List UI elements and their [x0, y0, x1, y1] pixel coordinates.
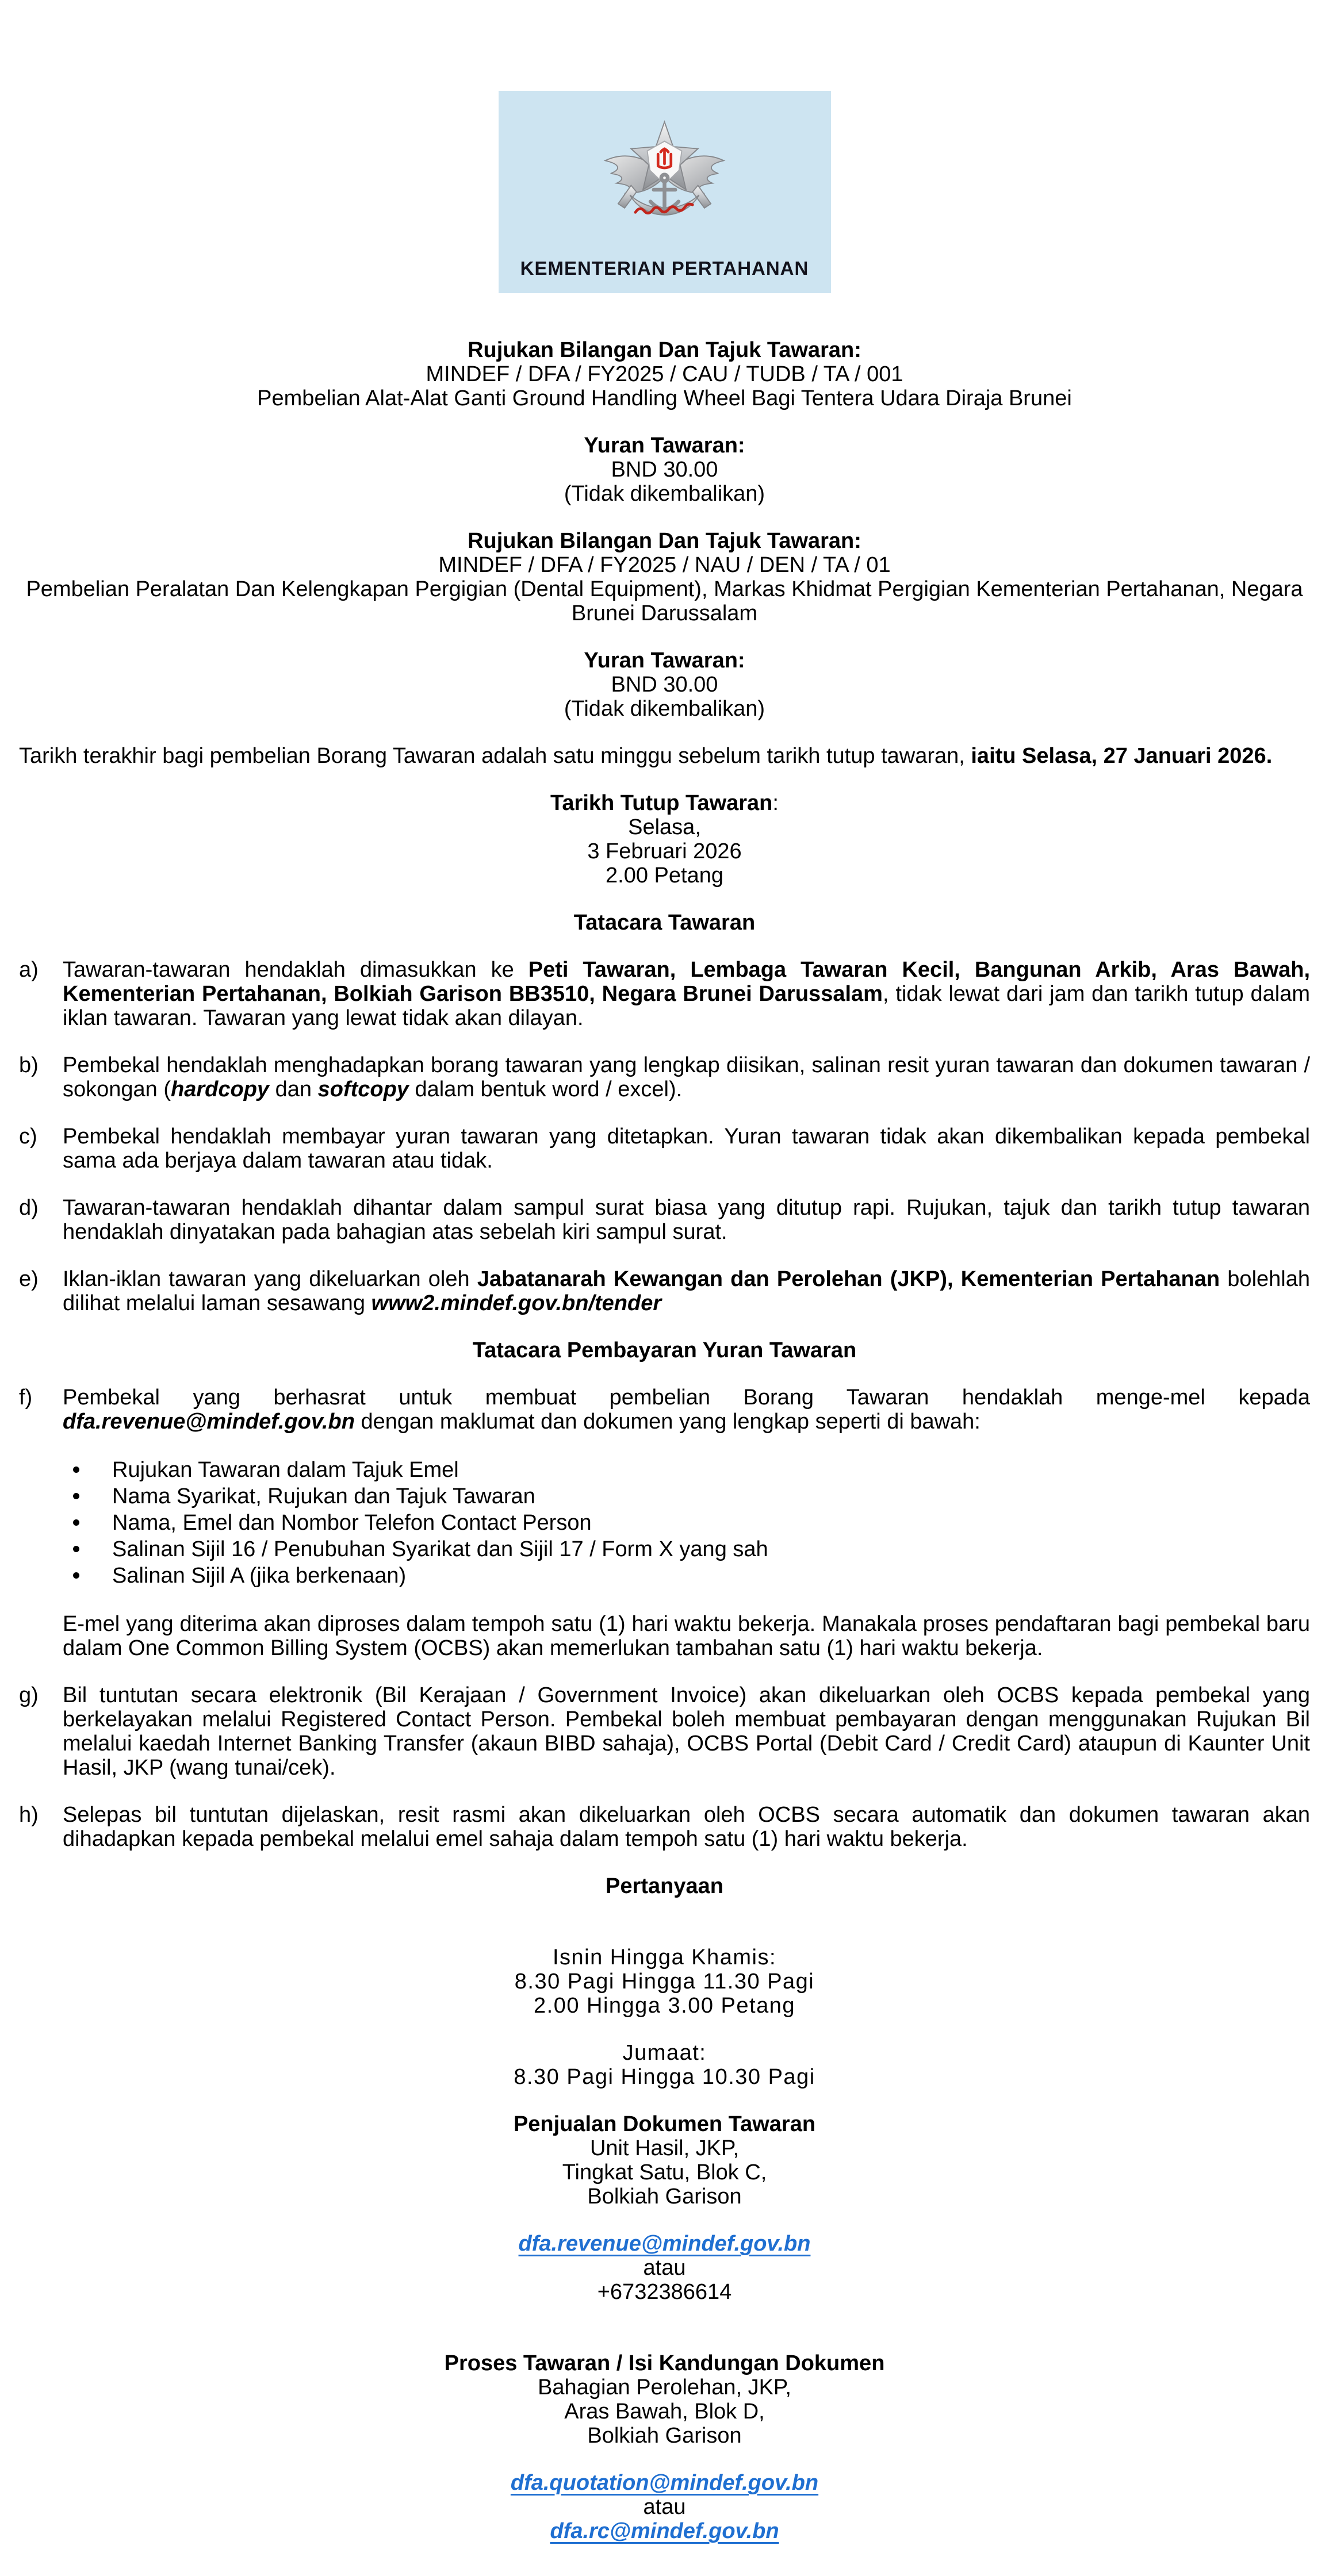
item-f-segment: Pembekal yang berhasrat untuk membuat pembelian Borang Tawaran hendaklah menge-mel kepada — [63, 1385, 1310, 1410]
item-h-segment: Selepas bil tuntutan dijelaskan, resit rasmi akan dikeluarkan oleh OCBS secara automatik dan dokumen tawaran akan dihadapkan kepada pembekal melalui emel sahaja dalam tempoh satu (1) hari waktu bekerja. — [63, 1803, 1310, 1851]
item-g — [19, 1683, 1310, 1780]
bullet-sijil-16-17 — [19, 1536, 1310, 1563]
spacer — [19, 1780, 1310, 1803]
spacer — [19, 2089, 1310, 2112]
item-a-segment: Peti Tawaran, Lembaga Tawaran Kecil, Bangunan Arkib, Aras Bawah, Kementerian Pertahanan, Bolkiah Garison BB3510, Negara Brunei Darussalam — [63, 958, 1311, 1006]
item-f-segment: dfa.revenue@mindef.gov.bn — [63, 1410, 355, 1434]
hours-friday-label: Jumaat: — [622, 2041, 707, 2065]
phone-number: +6732386614 — [597, 2280, 732, 2304]
quotation-email-link — [19, 2471, 1310, 2495]
fee-heading-2: Yuran Tawaran: — [584, 648, 745, 673]
item-d-segment: Tawaran-tawaran hendaklah dihantar dalam sampul surat biasa yang ditutup rapi. Rujukan, tajuk dan tarikh tutup tawaran hendaklah dinyatakan pada bahagian atas sebelah kiri sampul surat. — [63, 1196, 1310, 1244]
item-a-segment: Tawaran-tawaran hendaklah dimasukkan ke — [63, 958, 528, 982]
ref-number-1: MINDEF / DFA / FY2025 / CAU / TUDB / TA / 001 — [426, 362, 903, 386]
revenue-email-link — [19, 2232, 1310, 2256]
spacer — [19, 1898, 1310, 1945]
item-f-segment: dengan maklumat dan dokumen yang lengkap seperti di bawah: — [354, 1410, 981, 1434]
revenue-email-link[interactable]: dfa.revenue@mindef.gov.bn — [518, 2232, 811, 2256]
item-h-label: h) — [19, 1803, 39, 1827]
item-b — [19, 1053, 1310, 1101]
fee-amount-2: BND 30.00 — [611, 673, 718, 697]
bullet-nama-syarikat-text: Nama Syarikat, Rujukan dan Tajuk Tawaran — [112, 1484, 535, 1508]
quotation-email-link[interactable]: dfa.quotation@mindef.gov.bn — [510, 2471, 819, 2495]
closing-time: 2.00 Petang — [606, 863, 723, 888]
spacer — [19, 1101, 1310, 1124]
atau-separator-1: atau — [643, 2256, 686, 2280]
fee-heading-1: Yuran Tawaran: — [584, 433, 745, 458]
item-e-segment: bolehlah dilihat melalui laman sesawang — [63, 1267, 1310, 1315]
item-f-label: f) — [19, 1385, 33, 1410]
spacer — [19, 1660, 1310, 1683]
spacer — [19, 1315, 1310, 1338]
spacer — [19, 410, 1310, 433]
closing-heading-segment: : — [772, 791, 779, 815]
bullet-contact-person-text: Nama, Emel dan Nombor Telefon Contact Person — [112, 1511, 592, 1535]
item-e-label: e) — [19, 1267, 39, 1291]
mindef-logo-box — [499, 91, 831, 293]
section-heading-tatacara-tawaran: Tatacara Tawaran — [573, 911, 756, 935]
logo-section — [0, 0, 1329, 293]
closing-heading-segment: Tarikh Tutup Tawaran — [550, 791, 773, 815]
email-processing-note — [63, 1612, 1310, 1660]
item-a-segment: , tidak lewat dari jam dan tarikh tutup dalam iklan tawaran. Tawaran yang lewat tidak akan dilayan. — [63, 982, 1310, 1030]
bullet-dot — [73, 1466, 79, 1473]
spacer — [19, 1244, 1310, 1267]
section-heading-tatacara-pembayaran: Tatacara Pembayaran Yuran Tawaran — [472, 1338, 857, 1362]
closing-date: 3 Februari 2026 — [587, 839, 742, 863]
item-a — [19, 958, 1310, 1030]
fee-amount-1: BND 30.00 — [611, 458, 718, 482]
bullet-dot — [73, 1493, 79, 1499]
process-address-3: Bolkiah Garison — [587, 2424, 742, 2448]
item-b-segment: hardcopy — [171, 1077, 270, 1101]
closing-day: Selasa, — [628, 815, 701, 839]
bullet-sijil-16-17-text: Salinan Sijil 16 / Penubuhan Syarikat dan Sijil 17 / Form X yang sah — [112, 1537, 768, 1561]
ref-heading-1: Rujukan Bilangan Dan Tajuk Tawaran: — [468, 338, 861, 362]
ref-title-1: Pembelian Alat-Alat Ganti Ground Handling Wheel Bagi Tentera Udara Diraja Brunei — [257, 386, 1072, 410]
atau-separator-2: atau — [643, 2495, 686, 2519]
item-e — [19, 1267, 1310, 1315]
ministry-name-label: KEMENTERIAN PERTAHANAN — [520, 258, 809, 279]
item-c-segment: Pembekal hendaklah membayar yuran tawaran yang ditetapkan. Yuran tawaran tidak akan dikembalikan kepada pembekal sama ada berjaya dalam tawaran atau tidak. — [63, 1124, 1310, 1173]
spacer — [19, 935, 1310, 958]
bullet-dot — [73, 1572, 79, 1579]
bullet-sijil-a-text: Salinan Sijil A (jika berkenaan) — [112, 1564, 407, 1588]
item-b-label: b) — [19, 1053, 39, 1077]
spacer — [19, 1589, 1310, 1612]
item-g-label: g) — [19, 1683, 39, 1707]
spacer — [19, 2018, 1310, 2041]
bullet-sijil-a — [19, 1563, 1310, 1589]
spacer — [19, 1362, 1310, 1385]
spacer — [19, 2209, 1310, 2232]
item-b-segment: dan — [269, 1077, 318, 1101]
spacer — [19, 721, 1310, 744]
process-address-2: Aras Bawah, Blok D, — [564, 2400, 765, 2424]
item-a-label: a) — [19, 958, 39, 982]
hours-weekday-morning: 8.30 Pagi Hingga 11.30 Pagi — [514, 1970, 815, 1994]
item-g-segment: Bil tuntutan secara elektronik (Bil Kerajaan / Government Invoice) akan dikeluarkan oleh OCBS kepada pembekal yang berkelayakan melalui Registered Contact Person. Pembekal boleh membuat pembayaran dengan menggunakan Rujukan Bil melalui kaedah Internet Banking Transfer (akaun BIBD sahaja), OCBS Portal (Debit Card / Credit Card) ataupun di Kaunter Unit Hasil, JKP (wang tunai/cek). — [63, 1683, 1310, 1780]
fee-note-1: (Tidak dikembalikan) — [564, 482, 765, 506]
ref-number-2: MINDEF / DFA / FY2025 / NAU / DEN / TA / 01 — [438, 553, 891, 577]
sales-address-3: Bolkiah Garison — [587, 2185, 742, 2209]
item-d — [19, 1196, 1310, 1244]
hours-weekday-afternoon: 2.00 Hingga 3.00 Petang — [534, 1994, 795, 2018]
bullet-dot — [73, 1519, 79, 1526]
bullet-nama-syarikat — [19, 1483, 1310, 1510]
item-d-label: d) — [19, 1196, 39, 1220]
sales-address-1: Unit Hasil, JKP, — [589, 2136, 740, 2160]
fee-note-2: (Tidak dikembalikan) — [564, 697, 765, 721]
bullet-contact-person — [19, 1510, 1310, 1536]
item-f — [19, 1385, 1310, 1434]
hours-friday-morning: 8.30 Pagi Hingga 10.30 Pagi — [514, 2065, 815, 2089]
spacer — [19, 1030, 1310, 1053]
item-b-segment: softcopy — [317, 1077, 409, 1101]
section-heading-pertanyaan: Pertanyaan — [606, 1874, 723, 1898]
hours-weekday-label: Isnin Hingga Khamis: — [552, 1945, 777, 1970]
bullet-rujukan-emel-text: Rujukan Tawaran dalam Tajuk Emel — [112, 1458, 459, 1482]
item-e-segment: www2.mindef.gov.bn/tender — [371, 1291, 662, 1315]
bullet-rujukan-emel — [19, 1457, 1310, 1483]
bullet-dot — [73, 1546, 79, 1552]
spacer — [19, 1173, 1310, 1196]
mindef-crest-icon — [600, 113, 729, 249]
ref-title-2: Pembelian Peralatan Dan Kelengkapan Pergigian (Dental Equipment), Markas Khidmat Pergigian Kementerian Pertahanan, Negara Brunei Darussalam — [26, 577, 1303, 625]
closing-heading — [19, 791, 1310, 815]
item-b-segment: Pembekal hendaklah menghadapkan borang tawaran yang lengkap diisikan, salinan resit yuran tawaran dan dokumen tawaran / sokongan ( — [63, 1053, 1310, 1101]
spacer — [19, 625, 1310, 648]
deadline-notice-segment: iaitu Selasa, 27 Januari 2026. — [971, 744, 1273, 768]
ref-heading-2: Rujukan Bilangan Dan Tajuk Tawaran: — [468, 529, 861, 553]
spacer — [19, 1851, 1310, 1874]
email-processing-note-segment: E-mel yang diterima akan diproses dalam tempoh satu (1) hari waktu bekerja. Manakala proses pendaftaran bagi pembekal baru dalam One Common Billing System (OCBS) akan memerlukan tambahan satu (1) hari waktu bekerja. — [63, 1612, 1310, 1660]
item-c-label: c) — [19, 1124, 37, 1149]
process-heading: Proses Tawaran / Isi Kandungan Dokumen — [444, 2351, 885, 2375]
spacer — [19, 888, 1310, 911]
spacer — [19, 2448, 1310, 2471]
sales-heading: Penjualan Dokumen Tawaran — [513, 2112, 816, 2136]
item-b-segment: dalam bentuk word / excel). — [408, 1077, 683, 1101]
spacer — [19, 768, 1310, 791]
rc-email-link[interactable]: dfa.rc@mindef.gov.bn — [550, 2519, 779, 2543]
document-flow — [0, 338, 1329, 2543]
deadline-notice — [19, 744, 1310, 768]
item-e-segment: Jabatanarah Kewangan dan Perolehan (JKP), Kementerian Pertahanan — [477, 1267, 1220, 1291]
spacer — [19, 2304, 1310, 2351]
sales-address-2: Tingkat Satu, Blok C, — [562, 2160, 767, 2185]
item-e-segment: Iklan-iklan tawaran yang dikeluarkan oleh — [63, 1267, 477, 1291]
item-h — [19, 1803, 1310, 1851]
process-address-1: Bahagian Perolehan, JKP, — [538, 2375, 791, 2400]
spacer — [19, 506, 1310, 529]
spacer — [19, 1434, 1310, 1457]
item-c — [19, 1124, 1310, 1173]
deadline-notice-segment: Tarikh terakhir bagi pembelian Borang Tawaran adalah satu minggu sebelum tarikh tutup tawaran, — [19, 744, 971, 768]
rc-email-link — [19, 2519, 1310, 2543]
